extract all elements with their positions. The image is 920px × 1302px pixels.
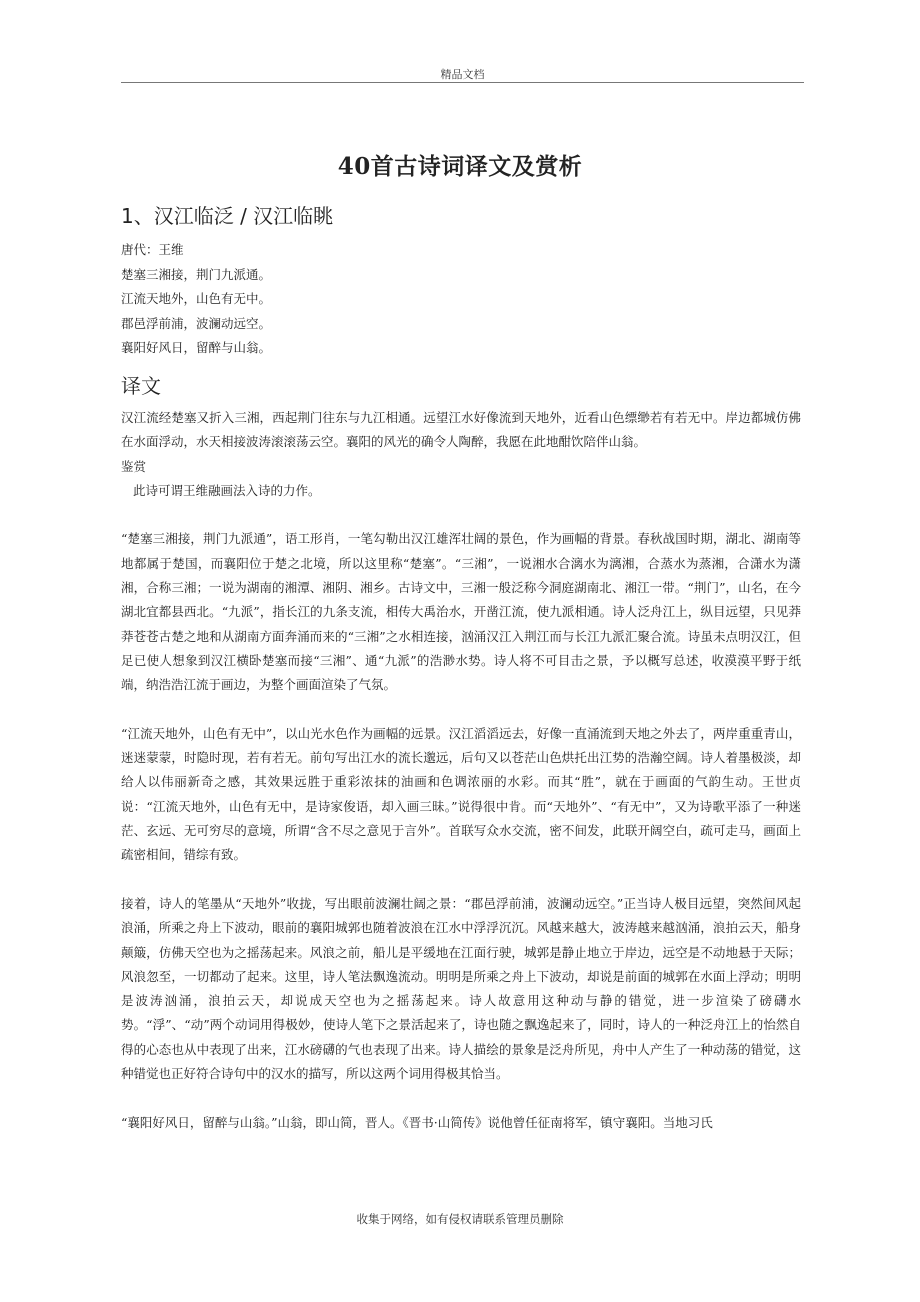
appreciation-paragraph: “襄阳好风日，留醉与山翁。”山翁，即山简，晋人。《晋书·山简传》说他曾任征南将军，镇守襄阳。当地习氏 bbox=[121, 1114, 713, 1130]
appreciation-label: 鉴赏 bbox=[121, 458, 147, 474]
paragraph-spacer bbox=[121, 503, 801, 527]
poem-heading: 1、汉江临泛 / 汉江临眺 bbox=[121, 204, 334, 228]
appreciation-intro: 此诗可谓王维融画法入诗的力作。 bbox=[133, 482, 321, 498]
header-divider bbox=[121, 82, 804, 83]
poem-line: 襄阳好风日，留醉与山翁。 bbox=[121, 340, 272, 355]
page-footer: 收集于网络，如有侵权请联系管理员删除 bbox=[356, 1212, 564, 1226]
appreciation-paragraph: 接着，诗人的笔墨从“天地外”收拢，写出眼前波澜壮阔之景：“郡邑浮前浦，波澜动远空。”正当诗人极目远望，突然间风起浪涌，所乘之舟上下波动，眼前的襄阳城郭也随着波浪在江水中浮浮沉沉。风越来越大，波涛越来越汹涌，浪拍云天，船身颠簸，仿佛天空也为之摇荡起来。风浪之前，船儿是平缓地在江面行驶，城郭是静止地立于岸边，远空是不动地悬于天际；风浪忽至，一切都动了起来。这里，诗人笔法飘逸流动。明明是所乘之舟上下波动，却说是前面的城郭在水面上浮动；明明是波涛汹涌，浪拍云天，却说成天空也为之摇荡起来。诗人故意用这种动与静的错觉，进一步渲染了磅礴水势。“浮”、“动”两个动词用得极妙，使诗人笔下之景活起来了，诗也随之飘逸起来了，同时，诗人的一种泛舟江上的怡然自得的心态也从中表现了出来，江水磅礴的气也表现了出来。诗人描绘的景象是泛舟所见，舟中人产生了一种动荡的错觉，这种错觉也正好符合诗句中的汉水的描写，所以这两个词用得极其恰当。 bbox=[121, 895, 801, 1082]
paragraph-spacer bbox=[121, 698, 801, 722]
translation-paragraph: 汉江流经楚塞又折入三湘，西起荆门往东与九江相通。远望江水好像流到天地外，近看山色缥缈若有若无中。岸边都城仿佛在水面浮动，水天相接波涛滚滚荡云空。襄阳的风光的确令人陶醉，我愿在此地酣饮陪伴山翁。 bbox=[121, 410, 801, 450]
poem-line: 江流天地外，山色有无中。 bbox=[121, 291, 272, 306]
document-title: 40首古诗词译文及赏析 bbox=[337, 153, 583, 180]
poem-line: 楚塞三湘接，荆门九派通。 bbox=[121, 266, 272, 282]
poem-line: 郡邑浮前浦，波澜动远空。 bbox=[121, 315, 272, 331]
paragraph-spacer bbox=[121, 868, 801, 892]
paragraph-spacer bbox=[121, 1086, 801, 1110]
poem-author: 唐代：王维 bbox=[121, 242, 184, 257]
poem-text bbox=[121, 238, 271, 361]
appreciation-paragraph: “楚塞三湘接，荆门九派通”，语工形肖，一笔勾勒出汉江雄浑壮阔的景色，作为画幅的背景。春秋战国时期，湖北、湖南等地都属于楚国，而襄阳位于楚之北境，所以这里称“楚塞”。“三湘”，一说湘水合漓水为漓湘，合蒸水为蒸湘，合潇水为潇湘，合称三湘；一说为湖南的湘潭、湘阴、湘乡。古诗文中，三湘一般泛称今洞庭湖南北、湘江一带。“荆门”，山名，在今湖北宜都县西北。“九派”，指长江的九条支流，相传大禹治水，开凿江流，使九派相通。诗人泛舟江上，纵目远望，只见莽莽苍苍古楚之地和从湖南方面奔涌而来的“三湘”之水相连接，汹涌汉江入荆江而与长江九派汇聚合流。诗虽未点明汉江，但足已使人想象到汉江横卧楚塞而接“三湘”、通“九派”的浩渺水势。诗人将不可目击之景，予以概写总述，收漠漠平野于纸端，纳浩浩江流于画边，为整个画面渲染了气氛。 bbox=[121, 531, 801, 693]
document-body bbox=[121, 406, 801, 1135]
translation-heading: 译文 bbox=[121, 374, 161, 398]
appreciation-paragraph: “江流天地外，山色有无中”，以山光水色作为画幅的远景。汉江滔滔远去，好像一直涌流到天地之外去了，两岸重重青山，迷迷蒙蒙，时隐时现，若有若无。前句写出江水的流长邈远，后句又以苍茫山色烘托出江势的浩瀚空阔。诗人着墨极淡，却给人以伟丽新奇之感，其效果远胜于重彩浓抹的油画和色调浓丽的水彩。而其“胜”，就在于画面的气韵生动。王世贞说：“江流天地外，山色有无中，是诗家俊语，却入画三昧。”说得很中肯。而“天地外”、“有无中”，又为诗歌平添了一种迷茫、玄远、无可穷尽的意境，所谓“含不尽之意见于言外”。首联写众水交流，密不间发，此联开阔空白，疏可走马，画面上疏密相间，错综有致。 bbox=[121, 725, 801, 863]
page-header: 精品文档 bbox=[440, 68, 485, 81]
